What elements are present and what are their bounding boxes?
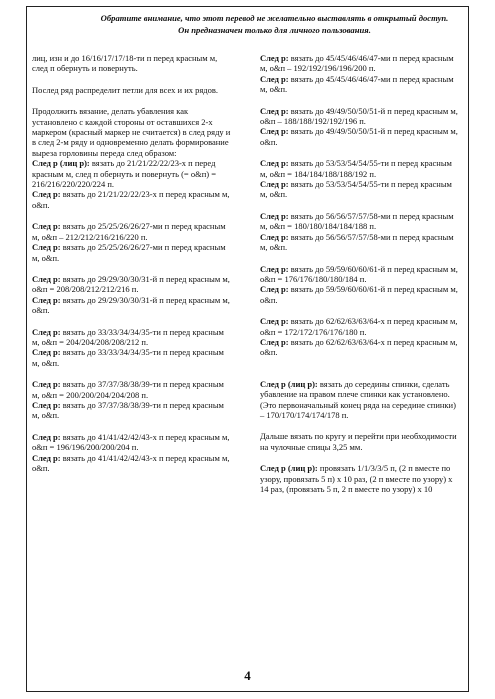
- paragraph-text: вязать до середины спинки, сделать убавление на правом плече спинки как установлено. (Это первоначальный конец ряда на середине спинки) – 170/170/174/174/178 п.: [260, 378, 456, 420]
- paragraph: [260, 211, 460, 232]
- paragraph-text: Дальше вязать по кругу и перейти при необходимости на чулочные спицы 3,25 мм.: [260, 431, 457, 452]
- paragraph-text: Послед ряд распределит петли для всех и их рядов.: [32, 84, 219, 95]
- row-label: След р:: [260, 336, 289, 347]
- paragraph: [260, 337, 460, 358]
- paragraph-text: Продолжить вязание, делать убавления как установлено с каждой стороны от оставшихся 2-х маркером (красный маркер не считается) в след ряду и в след 2-м ряду и одновременно делать формирование выреза горловины переда след образом:: [32, 106, 231, 158]
- paragraph: [260, 463, 460, 494]
- paragraph-text: вязать до 37/37/38/38/39-ти п перед красным м, о&п = 200/200/204/204/208 п.: [32, 379, 224, 400]
- paragraph: [260, 264, 460, 285]
- row-label: След р:: [32, 452, 61, 463]
- row-label: След р (лиц р):: [260, 378, 318, 389]
- paragraph-text: провязать 1/1/3/3/5 п, (2 п вместе по узору, провязать 5 п) x 10 раз, (2 п вместе по узору) x 14 раз, (провязать 5 п, 2 п вместе по узору) x 10: [260, 463, 453, 494]
- paragraph: [32, 85, 232, 95]
- paragraph-text: вязать до 25/25/26/26/27-ми п перед красным м, о&п – 212/212/216/216/220 п.: [32, 221, 226, 242]
- paragraph: [32, 221, 232, 242]
- row-label: След р:: [32, 221, 61, 232]
- row-label: След р:: [32, 431, 61, 442]
- paragraph: [32, 400, 232, 421]
- paragraph: [32, 347, 232, 368]
- paragraph: [32, 327, 232, 348]
- row-label: След р:: [260, 316, 289, 327]
- paragraph-text: вязать до 62/62/63/63/64-х п перед красным м, о&п = 172/172/176/176/180 п.: [260, 316, 458, 337]
- row-label: След р:: [32, 326, 61, 337]
- paragraph-text: вязать до 53/53/54/54/55-ти п перед красным м, о&п = 184/184/188/188/192 п.: [260, 158, 452, 179]
- paragraph-text: вязать до 29/29/30/30/31-й п перед красным м, о&п.: [32, 294, 230, 316]
- paragraph-text: вязать до 45/45/46/46/47-ми п перед красным м, о&п.: [260, 73, 454, 95]
- paragraph: [260, 158, 460, 179]
- paragraph-text: вязать до 41/41/42/42/43-х п перед красным м, о&п = 196/196/200/200/204 п.: [32, 431, 230, 453]
- copyright-notice: Обратите внимание, что этот перевод не желательно выставлять в открытый доступ. Он предназначен только для личного пользования.: [100, 13, 449, 35]
- paragraph: [260, 53, 460, 74]
- paragraph-text: вязать до 62/62/63/63/64-х п перед красным м, о&п.: [260, 336, 458, 358]
- paragraph: [260, 126, 460, 147]
- row-label: След р:: [32, 273, 61, 284]
- paragraph-text: вязать до 29/29/30/30/31-й п перед красным м, о&п = 208/208/212/212/216 п.: [32, 273, 230, 295]
- row-label: След р:: [32, 189, 61, 200]
- paragraph: [32, 53, 232, 74]
- paragraph-text: вязать до 49/49/50/50/51-й п перед красным м, о&п.: [260, 126, 458, 147]
- paragraph: [32, 106, 232, 158]
- paragraph-text: вязать до 45/45/46/46/47-ми п перед красным м, о&п – 192/192/196/196/200 п.: [260, 53, 454, 74]
- row-label: След р:: [32, 379, 61, 390]
- paragraph-text: вязать до 59/59/60/60/61-й п перед красным м, о&п.: [260, 284, 458, 305]
- paragraph-text: вязать до 59/59/60/60/61-й п перед красным м, о&п = 176/176/180/180/184 п.: [260, 263, 458, 284]
- row-label: След р:: [32, 294, 61, 305]
- left-column: [32, 53, 232, 473]
- row-label: След р:: [260, 179, 289, 190]
- paragraph: [260, 106, 460, 127]
- row-label: След р (лиц р):: [32, 158, 90, 169]
- paragraph: [32, 189, 232, 210]
- paragraph-text: вязать до 33/33/34/34/35-ти п перед красным м, о&п.: [32, 347, 224, 368]
- row-label: След р:: [260, 158, 289, 169]
- row-label: След р (лиц р):: [260, 463, 318, 474]
- paragraph: [32, 242, 232, 263]
- paragraph-text: вязать до 49/49/50/50/51-й п перед красным м, о&п – 188/188/192/192/196 п.: [260, 105, 458, 127]
- row-label: След р:: [32, 399, 61, 410]
- row-label: След р:: [260, 73, 289, 84]
- paragraph-text: вязать до 25/25/26/26/27-ми п перед красным м, о&п.: [32, 242, 226, 263]
- paragraph-text: вязать до 56/56/57/57/58-ми п перед красным м, о&п.: [260, 231, 454, 253]
- paragraph: [32, 432, 232, 453]
- paragraph-text: вязать до 33/33/34/34/35-ти п перед красным м, о&п = 204/204/208/208/212 п.: [32, 326, 224, 347]
- paragraph: [260, 179, 460, 200]
- right-column: [260, 53, 460, 494]
- row-label: След р:: [260, 53, 289, 63]
- row-label: След р:: [260, 231, 289, 242]
- paragraph-text: вязать до 56/56/57/57/58-ми п перед красным м, о&п = 180/180/184/184/188 п.: [260, 210, 454, 232]
- paragraph: [32, 379, 232, 400]
- row-label: След р:: [260, 126, 289, 137]
- paragraph-text: вязать до 21/21/22/22/23-х п перед красным м, о&п.: [32, 189, 230, 210]
- row-label: След р:: [260, 263, 289, 274]
- page-number: 4: [244, 668, 251, 683]
- row-label: След р:: [260, 284, 289, 295]
- paragraph: [260, 379, 460, 421]
- paragraph: [32, 295, 232, 316]
- paragraph: [260, 284, 460, 305]
- row-label: След р:: [260, 105, 289, 116]
- paragraph-text: вязать до 21/21/22/22/23-х п перед красным м, след п обернуть и повернуть (= о&п) = 216/216/220/220/224 п.: [32, 158, 216, 190]
- row-label: След р:: [32, 242, 61, 253]
- paragraph-text: вязать до 53/53/54/54/55-ти п перед красным м, о&п.: [260, 179, 452, 200]
- paragraph: [32, 274, 232, 295]
- paragraph: [32, 158, 232, 189]
- paragraph: [260, 316, 460, 337]
- paragraph-text: вязать до 41/41/42/42/43-х п перед красным м, о&п.: [32, 452, 230, 473]
- paragraph: [32, 453, 232, 474]
- paragraph: [260, 232, 460, 253]
- row-label: След р:: [260, 210, 289, 221]
- row-label: След р:: [32, 347, 61, 358]
- paragraph: [260, 74, 460, 95]
- paragraph: [260, 431, 460, 452]
- paragraph-text: лиц, изн и до 16/16/17/17/18-ти п перед красным м, след п обернуть и повернуть.: [32, 53, 218, 74]
- paragraph-text: вязать до 37/37/38/38/39-ти п перед красным м, о&п.: [32, 399, 224, 421]
